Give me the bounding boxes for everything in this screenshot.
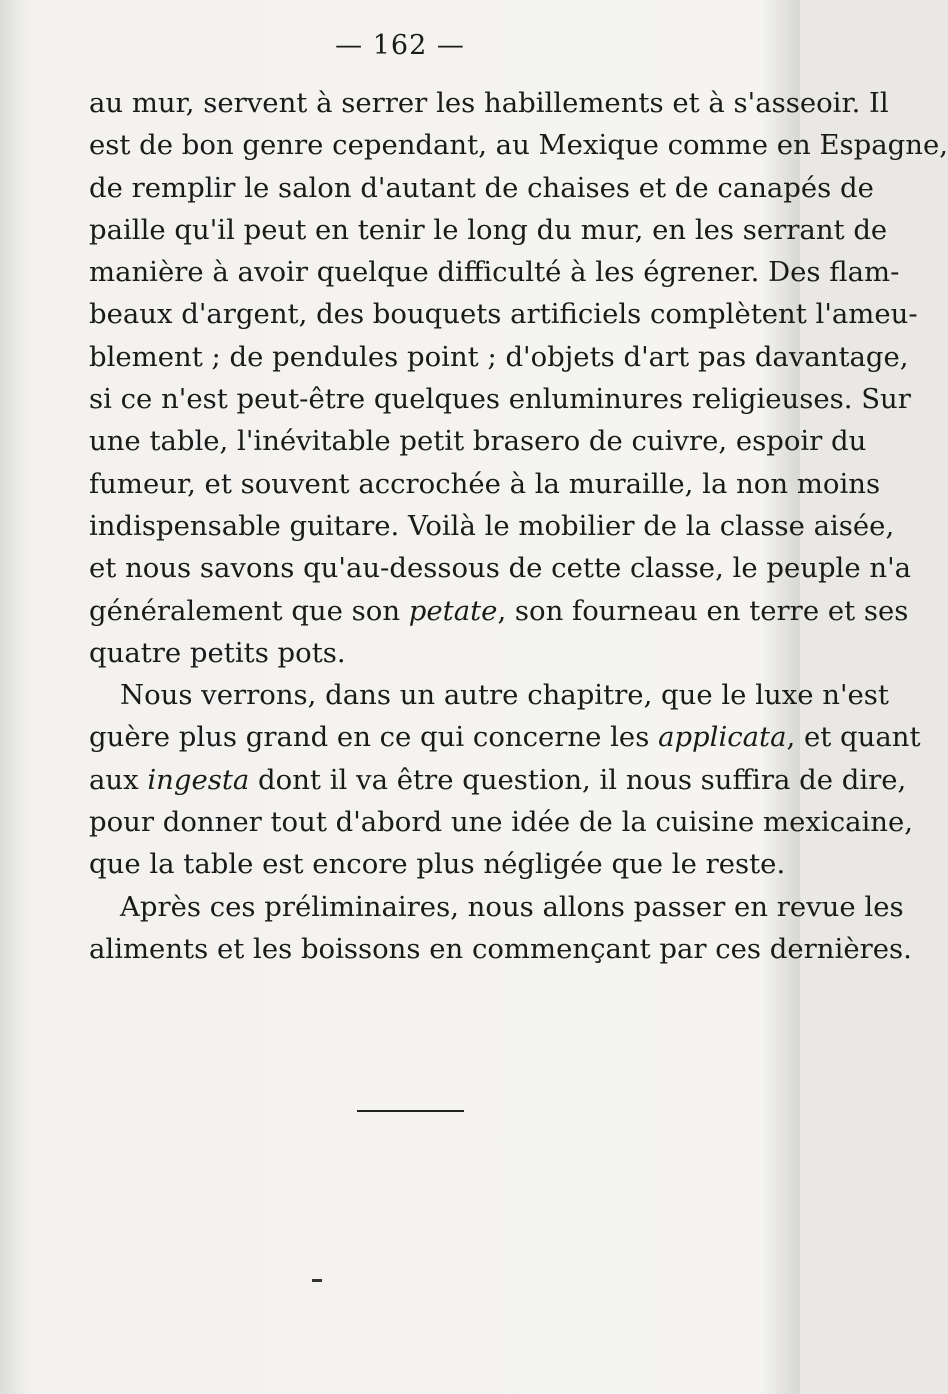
text-line: est de bon genre cependant, au Mexique comme en Espagne, xyxy=(89,129,948,162)
paragraph-2 xyxy=(89,674,921,885)
text-line: de remplir le salon d'autant de chaises et de canapés de xyxy=(89,171,874,204)
text-fragment: généralement que son xyxy=(89,594,409,627)
section-divider xyxy=(357,1110,464,1112)
text-line: indispensable guitare. Voilà le mobilier de la classe aisée, xyxy=(89,509,895,542)
text-fragment: aux xyxy=(89,763,148,796)
text-line: que la table est encore plus négligée que le reste. xyxy=(89,848,786,881)
text-line: et nous savons qu'au-dessous de cette classe, le peuple n'a xyxy=(89,552,912,585)
page-number: — 162 — xyxy=(335,30,465,61)
text-line: Après ces préliminaires, nous allons passer en revue les xyxy=(120,890,904,923)
text-line: paille qu'il peut en tenir le long du mur, en les serrant de xyxy=(89,213,888,246)
text-fragment: dont il va être question, il nous suffira de dire, xyxy=(249,763,907,796)
italic-term-ingesta: ingesta xyxy=(147,763,250,796)
paragraph-3 xyxy=(89,886,912,971)
italic-term-applicata: applicata xyxy=(658,721,787,754)
text-line: manière à avoir quelque difficulté à les égrener. Des flam- xyxy=(89,256,900,289)
text-line: pour donner tout d'abord une idée de la cuisine mexicaine, xyxy=(89,806,914,839)
text-line: aliments et les boissons en commençant par ces dernières. xyxy=(89,932,912,965)
text-line: beaux d'argent, des bouquets artificiels complètent l'ameu- xyxy=(89,298,918,331)
text-line xyxy=(89,716,921,758)
text-line: blement ; de pendules point ; d'objets d'art pas davantage, xyxy=(89,340,909,373)
text-line: si ce n'est peut-être quelques enluminures religieuses. Sur xyxy=(89,383,911,416)
italic-term-petate: petate xyxy=(408,594,498,627)
text-line xyxy=(89,759,907,801)
text-line: fumeur, et souvent accrochée à la muraille, la non moins xyxy=(89,467,881,500)
text-fragment: guère plus grand en ce qui concerne les xyxy=(89,721,659,754)
text-line: au mur, servent à serrer les habillements et à s'asseoir. Il xyxy=(89,87,889,119)
body-text xyxy=(89,82,948,970)
text-line: quatre petits pots. xyxy=(89,636,346,669)
printer-mark xyxy=(312,1279,322,1282)
text-line xyxy=(89,590,909,632)
text-line: Nous verrons, dans un autre chapitre, que le luxe n'est xyxy=(120,679,889,712)
text-fragment: , son fourneau en terre et ses xyxy=(497,594,909,627)
text-fragment: , et quant xyxy=(786,721,921,754)
text-line: une table, l'inévitable petit brasero de cuivre, espoir du xyxy=(89,425,867,458)
paragraph-1 xyxy=(89,82,948,674)
